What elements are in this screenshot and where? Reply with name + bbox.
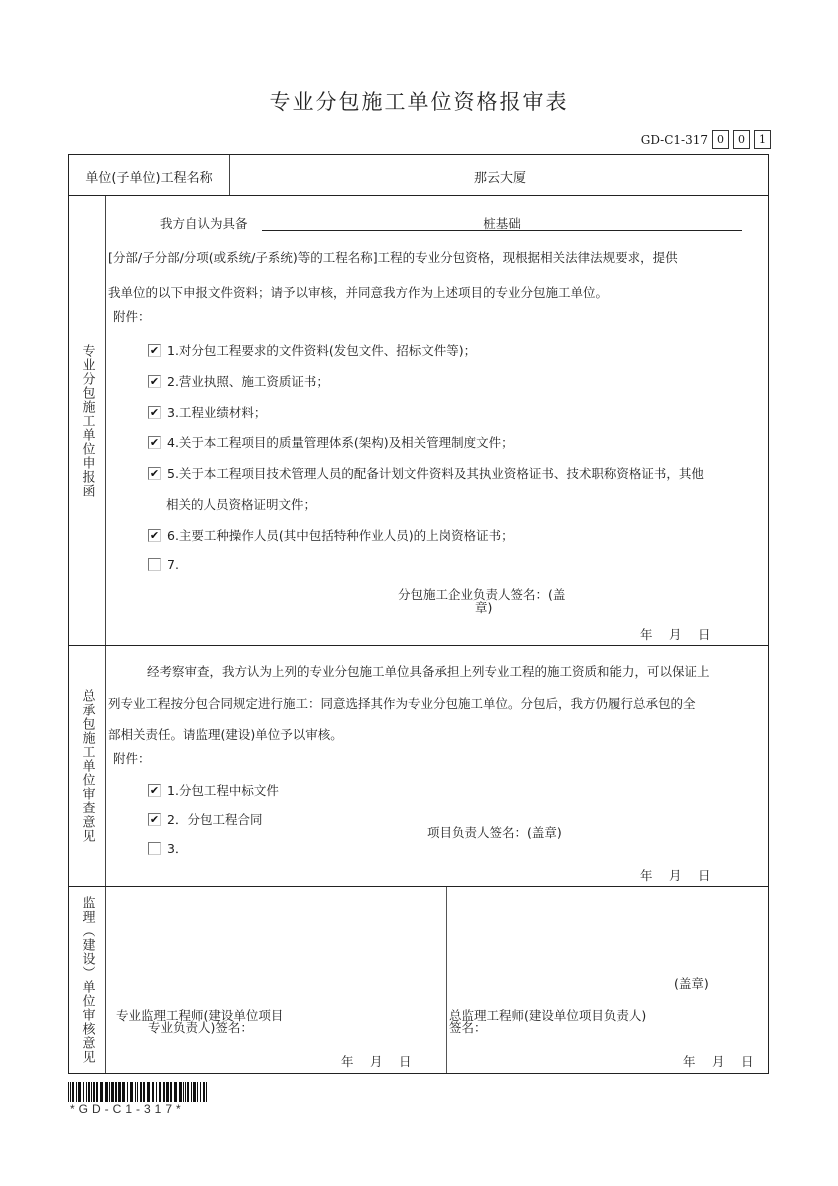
attachment-text: 3.工程业绩材料； <box>167 405 267 420</box>
attachment-text: 7. <box>167 557 179 572</box>
review-text-line: 列专业工程按分包合同规定进行施工：同意选择其作为专业分包施工单位。分包后，我方仍履行总承包的全 <box>108 696 696 711</box>
project-manager-signature-label: 项目负责人签名：(盖章) <box>427 825 562 840</box>
attachment-item <box>148 810 262 828</box>
checkbox-checked[interactable]: ✔ <box>149 783 160 797</box>
barcode-bar <box>127 1082 128 1102</box>
barcode-bar <box>70 1082 71 1102</box>
attachments-label: 附件： <box>113 309 151 324</box>
checkbox-checked[interactable]: ✔ <box>149 405 160 419</box>
barcode-text: *GD-C1-317* <box>70 1102 185 1116</box>
intro-prefix: 我方自认为具备 <box>160 216 248 231</box>
barcode-bar <box>191 1082 192 1102</box>
divider <box>229 155 230 196</box>
seal-label: (盖章) <box>674 976 709 991</box>
barcode-bar <box>206 1082 207 1102</box>
subcontractor-date[interactable]: 年 月 日 <box>640 627 713 642</box>
barcode-bar <box>96 1082 98 1102</box>
specialty-field[interactable]: 桩基础 <box>262 214 742 231</box>
review-text-line: 部相关责任。请监理(建设)单位予以审核。 <box>108 727 343 742</box>
form-code-digit: 1 <box>754 130 771 149</box>
attachment-text: 1.分包工程中标文件 <box>167 783 279 798</box>
specialty-engineer-signature-label-cont: 专业负责人)签名： <box>148 1020 253 1035</box>
attachments-label: 附件： <box>113 751 151 766</box>
attachment-text: 2.营业执照、施工资质证书； <box>167 374 329 389</box>
barcode-bar <box>200 1082 201 1102</box>
barcode-bar <box>185 1082 186 1102</box>
barcode-bar <box>100 1082 103 1102</box>
project-manager-date[interactable]: 年 月 日 <box>640 868 713 883</box>
section-label-supervision-review: 监理（建设）单位审核意见 <box>79 896 95 1064</box>
form-code-digit: 0 <box>733 130 750 149</box>
barcode-bar <box>111 1082 114 1102</box>
barcode-bar <box>86 1082 87 1102</box>
attachment-item <box>148 403 266 421</box>
divider <box>446 887 447 1073</box>
barcode-bar <box>91 1082 92 1102</box>
checkbox-checked[interactable]: ✔ <box>149 343 160 357</box>
review-text-line: 经考察审查，我方认为上列的专业分包施工单位具备承担上列专业工程的施工资质和能力，可以保证上 <box>147 664 710 679</box>
project-name-value[interactable]: 那云大厦 <box>473 171 526 186</box>
barcode-bar <box>203 1082 205 1102</box>
barcode-bar <box>174 1082 177 1102</box>
checkbox-checked[interactable]: ✔ <box>149 435 160 449</box>
barcode-bar <box>83 1082 84 1102</box>
barcode-bar <box>68 1082 69 1102</box>
barcode-bar <box>147 1082 150 1102</box>
barcode-bar <box>187 1082 189 1102</box>
divider <box>68 195 769 196</box>
barcode-bar <box>105 1082 108 1102</box>
attachment-text: 3． <box>167 841 188 856</box>
barcode-bar <box>152 1082 154 1102</box>
chief-engineer-date[interactable]: 年 月 日 <box>683 1054 756 1069</box>
chief-engineer-signature-label: 总监理工程师(建设单位项目负责人) <box>449 1008 647 1023</box>
divider <box>68 645 769 646</box>
divider <box>105 196 106 1073</box>
barcode-bar <box>156 1082 157 1102</box>
project-name-label: 单位(子单位)工程名称 <box>85 171 213 186</box>
subcontractor-signature-label-cont: 章) <box>475 600 493 615</box>
specialty-engineer-signature-label: 专业监理工程师(建设单位项目 <box>116 1008 284 1023</box>
form-code <box>641 130 771 149</box>
barcode-bar <box>197 1082 198 1102</box>
barcode-bar <box>88 1082 90 1102</box>
barcode-bar <box>137 1082 138 1102</box>
section-label-general-contractor-review: 总承包施工单位审查意见 <box>79 689 95 843</box>
attachment-text: 2．分包工程合同 <box>167 812 263 827</box>
specialty-engineer-date[interactable]: 年 月 日 <box>341 1054 414 1069</box>
application-text-line: 我单位的以下申报文件资料；请予以审核，并同意我方作为上述项目的专业分包施工单位。 <box>108 285 609 300</box>
chief-engineer-signature-label-cont: 签名： <box>449 1020 487 1035</box>
attachment-text: 4.关于本工程项目的质量管理体系(架构)及相关管理制度文件； <box>167 435 514 450</box>
page-title: 专业分包施工单位资格报审表 <box>269 90 569 114</box>
barcode-bar <box>159 1082 161 1102</box>
attachment-text-continuation: 相关的人员资格证明文件； <box>166 497 317 512</box>
attachment-item <box>148 526 514 544</box>
form-code-prefix: GD-C1-317 <box>640 132 708 147</box>
attachment-item <box>148 464 704 482</box>
barcode-bar <box>78 1082 81 1102</box>
checkbox-unchecked[interactable] <box>148 842 161 855</box>
barcode-bar <box>163 1082 165 1102</box>
barcode-bar <box>193 1082 196 1102</box>
application-text-line: [分部/子分部/分项(或系统/子系统)等的工程名称]工程的专业分包资格，现根据相关法律法规要求，提供 <box>108 250 678 265</box>
barcode-bar <box>135 1082 136 1102</box>
barcode-bar <box>76 1082 77 1102</box>
checkbox-unchecked[interactable] <box>148 558 161 571</box>
barcode-bar <box>118 1082 121 1102</box>
barcode-bar <box>166 1082 169 1102</box>
form-code-digit: 0 <box>712 130 729 149</box>
attachment-item <box>148 557 179 572</box>
divider <box>68 886 769 887</box>
attachment-text: 1.对分包工程要求的文件资料(发包文件、招标文件等)； <box>167 343 477 358</box>
barcode-bar <box>143 1082 145 1102</box>
barcode-bar <box>109 1082 110 1102</box>
attachment-item <box>148 341 476 359</box>
barcode-bar <box>130 1082 133 1102</box>
barcode-bar <box>122 1082 125 1102</box>
checkbox-checked[interactable]: ✔ <box>149 528 160 542</box>
attachment-item <box>148 433 514 451</box>
barcode-bar <box>72 1082 74 1102</box>
barcode-bar <box>93 1082 95 1102</box>
barcode-bar <box>179 1082 182 1102</box>
checkbox-checked[interactable]: ✔ <box>149 466 160 480</box>
subcontractor-signature-label: 分包施工企业负责人签名：(盖 <box>398 587 566 602</box>
attachment-item <box>148 839 187 857</box>
attachment-text: 5.关于本工程项目技术管理人员的配备计划文件资料及其执业资格证书、技术职称资格证书，其他 <box>167 466 704 481</box>
barcode-bar <box>183 1082 184 1102</box>
attachment-text: 6.主要工种操作人员(其中包括特种作业人员)的上岗资格证书； <box>167 528 514 543</box>
attachment-item <box>148 781 279 799</box>
checkbox-checked[interactable]: ✔ <box>149 812 160 826</box>
attachment-item <box>148 372 329 390</box>
checkbox-checked[interactable]: ✔ <box>149 374 160 388</box>
section-label-subcontractor-application: 专业分包施工单位申报函 <box>79 343 95 498</box>
barcode-bar <box>115 1082 117 1102</box>
barcode-bar <box>170 1082 172 1102</box>
barcode <box>68 1082 212 1102</box>
barcode-bar <box>140 1082 142 1102</box>
